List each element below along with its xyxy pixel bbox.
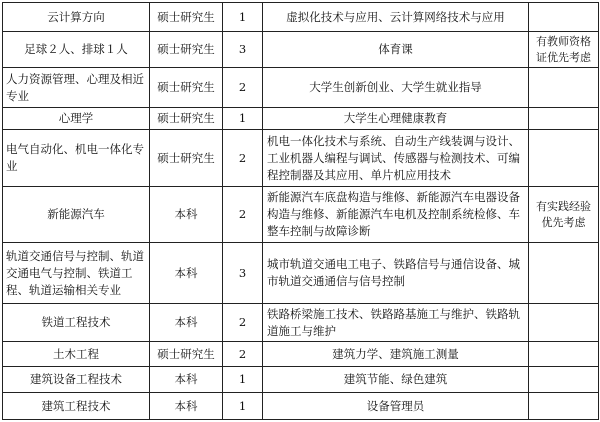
note-cell — [529, 108, 599, 130]
note-cell — [529, 68, 599, 108]
recruitment-table — [2, 2, 599, 420]
note-cell: 有实践经验优先考虑 — [529, 187, 599, 243]
education-cell: 本科 — [150, 393, 223, 420]
count-cell: 2 — [223, 187, 263, 243]
table-row — [3, 304, 599, 342]
subjects-cell: 建筑力学、建筑施工测量 — [263, 342, 529, 367]
education-cell: 本科 — [150, 243, 223, 304]
note-cell — [529, 243, 599, 304]
major-cell: 轨道交通信号与控制、轨道交通电气与控制、铁道工程、轨道运输相关专业 — [3, 243, 150, 304]
subjects-cell: 体育课 — [263, 32, 529, 68]
education-cell: 本科 — [150, 367, 223, 393]
table-row — [3, 108, 599, 130]
subjects-cell: 铁路桥梁施工技术、铁路路基施工与维护、铁路轨道施工与维护 — [263, 304, 529, 342]
note-cell — [529, 367, 599, 393]
major-cell: 建筑设备工程技术 — [3, 367, 150, 393]
education-cell: 本科 — [150, 304, 223, 342]
education-cell: 硕士研究生 — [150, 68, 223, 108]
education-cell: 硕士研究生 — [150, 342, 223, 367]
count-cell: 3 — [223, 243, 263, 304]
education-cell: 硕士研究生 — [150, 3, 223, 32]
count-cell: 2 — [223, 304, 263, 342]
subjects-cell: 虚拟化技术与应用、云计算网络技术与应用 — [263, 3, 529, 32]
education-cell: 硕士研究生 — [150, 32, 223, 68]
education-cell: 本科 — [150, 187, 223, 243]
count-cell: 1 — [223, 3, 263, 32]
major-cell: 足球２人、排球１人 — [3, 32, 150, 68]
table-row — [3, 367, 599, 393]
table-row — [3, 243, 599, 304]
subjects-cell: 新能源汽车底盘构造与维修、新能源汽车电器设备构造与维修、新能源汽车电机及控制系统检修、车整车控制与故障诊断 — [263, 187, 529, 243]
education-cell: 硕士研究生 — [150, 130, 223, 187]
table-row — [3, 187, 599, 243]
note-cell — [529, 3, 599, 32]
table-row — [3, 342, 599, 367]
major-cell: 心理学 — [3, 108, 150, 130]
major-cell: 建筑工程技术 — [3, 393, 150, 420]
table-row — [3, 68, 599, 108]
subjects-cell: 大学生创新创业、大学生就业指导 — [263, 68, 529, 108]
major-cell: 人力资源管理、心理及相近专业 — [3, 68, 150, 108]
major-cell: 土木工程 — [3, 342, 150, 367]
count-cell: 2 — [223, 342, 263, 367]
count-cell: 2 — [223, 130, 263, 187]
subjects-cell: 城市轨道交通电工电子、铁路信号与通信设备、城市轨道交通通信与信号控制 — [263, 243, 529, 304]
major-cell: 云计算方向 — [3, 3, 150, 32]
table-row — [3, 32, 599, 68]
major-cell: 新能源汽车 — [3, 187, 150, 243]
note-cell — [529, 304, 599, 342]
education-cell: 硕士研究生 — [150, 108, 223, 130]
count-cell: 3 — [223, 32, 263, 68]
note-cell — [529, 130, 599, 187]
count-cell: 2 — [223, 68, 263, 108]
subjects-cell: 设备管理员 — [263, 393, 529, 420]
note-cell — [529, 342, 599, 367]
subjects-cell: 机电一体化技术与系统、自动生产线装调与设计、工业机器人编程与调试、传感器与检测技术、可编程控制器及其应用、单片机应用技术 — [263, 130, 529, 187]
subjects-cell: 大学生心理健康教育 — [263, 108, 529, 130]
count-cell: 1 — [223, 393, 263, 420]
table-row — [3, 3, 599, 32]
count-cell: 1 — [223, 367, 263, 393]
table-row — [3, 393, 599, 420]
major-cell: 电气自动化、机电一体化专业 — [3, 130, 150, 187]
note-cell — [529, 393, 599, 420]
count-cell: 1 — [223, 108, 263, 130]
major-cell: 铁道工程技术 — [3, 304, 150, 342]
note-cell: 有教师资格证优先考虑 — [529, 32, 599, 68]
table-row — [3, 130, 599, 187]
subjects-cell: 建筑节能、绿色建筑 — [263, 367, 529, 393]
